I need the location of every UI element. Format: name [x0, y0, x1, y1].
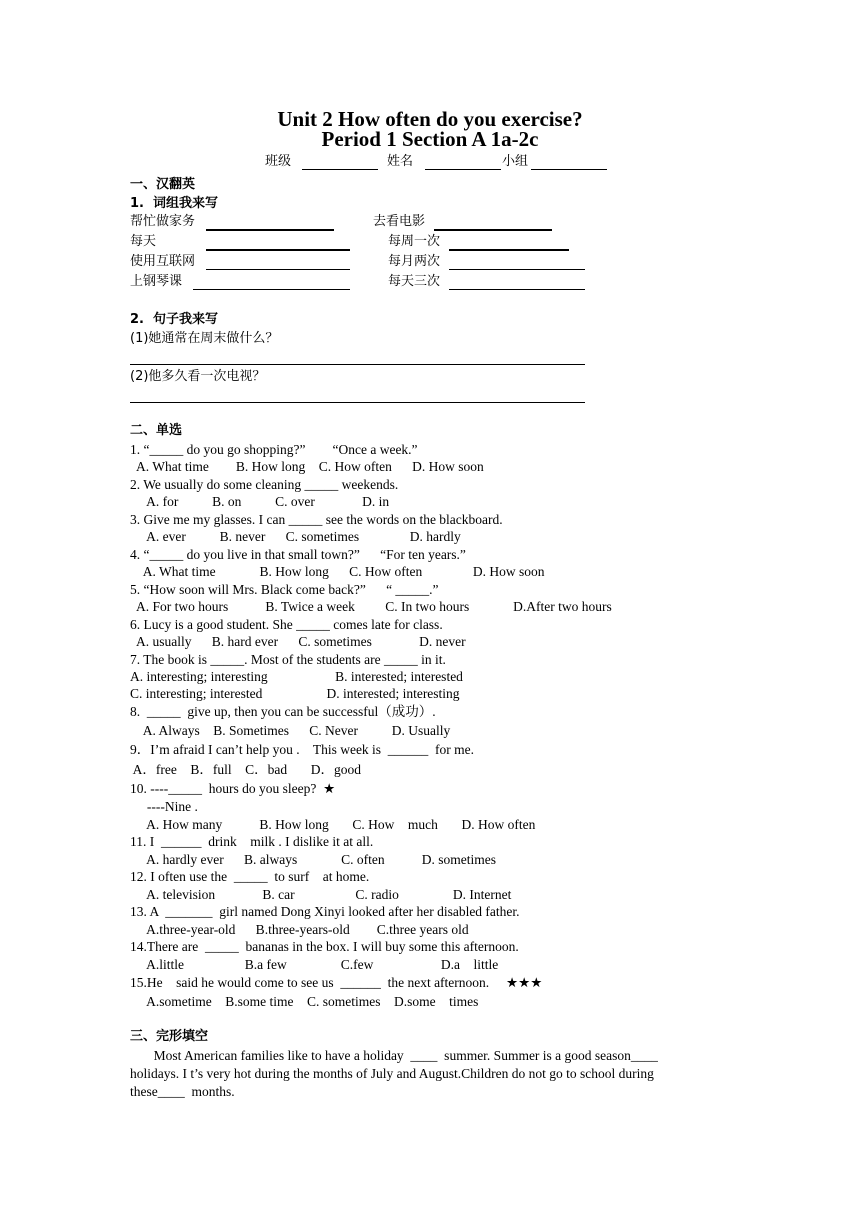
sentence-prompt: (2)他多久看一次电视？ — [130, 369, 266, 384]
name-label: 姓名 — [387, 154, 414, 169]
question-line: 6. Lucy is a good student. She _____ comes late for class. — [130, 617, 443, 632]
options-line: A.sometime B.some time C. sometimes D.some times — [130, 994, 479, 1009]
class-blank[interactable] — [302, 169, 378, 170]
part-heading-phrases: 1. 词组我来写 — [130, 196, 219, 211]
passage-line: Most American families like to have a holiday ____ summer. Summer is a good season____ — [130, 1048, 658, 1063]
question-line: 12. I often use the _____ to surf at home. — [130, 869, 370, 884]
phrase-prompt: 每天 — [130, 234, 157, 249]
question-line: 5. “How soon will Mrs. Black come back?” “ _____.” — [130, 582, 439, 597]
question-line: 7. The book is _____. Most of the students are _____ in it. — [130, 652, 446, 667]
question-line: 13. A _______ girl named Dong Xinyi looked after her disabled father. — [130, 904, 520, 919]
phrase-prompt: 每月两次 — [388, 254, 441, 269]
options-line: A. What time B. How long C. How often D. How soon — [130, 459, 484, 474]
phrase-prompt: 上钢琴课 — [130, 274, 183, 289]
phrase-prompt: 使用互联网 — [130, 254, 196, 269]
phrase-prompt: 每天三次 — [388, 274, 441, 289]
group-blank[interactable] — [531, 169, 607, 170]
options-line: A. for B. on C. over D. in — [130, 494, 390, 509]
options-line: A. For two hours B. Twice a week C. In two hours D.After two hours — [130, 599, 612, 614]
question-line: 11. I ______ drink milk . I dislike it at all. — [130, 834, 374, 849]
section-heading-translate: 一、汉翻英 — [130, 177, 196, 192]
question-line: 15.He said he would come to see us ______ the next afternoon. ★★★ — [130, 975, 543, 990]
question-line: 14.There are _____ bananas in the box. I will buy some this afternoon. — [130, 939, 519, 954]
page-title: Unit 2 How often do you exercise? — [277, 107, 583, 131]
answer-blank[interactable] — [206, 229, 334, 231]
options-line: A. How many B. How long C. How much D. How often — [130, 817, 536, 832]
answer-blank[interactable] — [434, 229, 552, 231]
phrase-prompt: 每周一次 — [388, 234, 441, 249]
options-line: A. What time B. How long C. How often D. How soon — [130, 564, 545, 579]
passage-line: holidays. I t’s very hot during the months of July and August.Children do not go to school during — [130, 1066, 654, 1081]
phrase-prompt: 去看电影 — [373, 214, 426, 229]
question-line: 4. “_____ do you live in that small town?” “For ten years.” — [130, 547, 466, 562]
question-line: 9．I’m afraid I can’t help you . This week is ______ for me. — [130, 742, 475, 757]
class-label: 班级 — [265, 154, 292, 169]
answer-blank[interactable] — [193, 289, 350, 290]
answer-line[interactable] — [130, 364, 585, 365]
answer-line-text: ----Nine . — [130, 799, 198, 814]
question-line: 3. Give me my glasses. I can _____ see the words on the blackboard. — [130, 512, 503, 527]
name-blank[interactable] — [425, 169, 501, 170]
options-line: A．free B．full C．bad D．good — [130, 762, 361, 777]
group-label: 小组 — [502, 154, 529, 169]
options-line: A. interesting; interesting B. interested; interested — [130, 669, 463, 684]
options-line: A. usually B. hard ever C. sometimes D. never — [130, 634, 466, 649]
question-line: 10. ----_____ hours do you sleep? ★ — [130, 781, 336, 796]
options-line: A. television B. car C. radio D. Internet — [130, 887, 512, 902]
section-heading-cloze: 三、完形填空 — [130, 1029, 209, 1044]
options-line: A.three-year-old B.three-years-old C.three years old — [130, 922, 469, 937]
answer-blank[interactable] — [449, 269, 585, 270]
sentence-prompt: (1)她通常在周末做什么？ — [130, 331, 279, 346]
options-line: A.little B.a few C.few D.a little — [130, 957, 499, 972]
question-line: 1. “_____ do you go shopping?” “Once a week.” — [130, 442, 418, 457]
page-subtitle: Period 1 Section A 1a-2c — [321, 127, 539, 151]
answer-line[interactable] — [130, 402, 585, 403]
answer-blank[interactable] — [449, 249, 569, 251]
options-line: A. hardly ever B. always C. often D. sometimes — [130, 852, 496, 867]
part-heading-sentences: 2. 句子我来写 — [130, 312, 219, 327]
question-line: 2. We usually do some cleaning _____ weekends. — [130, 477, 399, 492]
passage-line: these____ months. — [130, 1084, 235, 1099]
answer-blank[interactable] — [206, 249, 350, 251]
phrase-prompt: 帮忙做家务 — [130, 214, 196, 229]
answer-blank[interactable] — [449, 289, 585, 290]
options-line: A. Always B. Sometimes C. Never D. Usually — [130, 723, 451, 738]
options-line: A. ever B. never C. sometimes D. hardly — [130, 529, 461, 544]
options-line: C. interesting; interested D. interested; interesting — [130, 686, 460, 701]
section-heading-choice: 二、单选 — [130, 423, 183, 438]
question-line: 8. _____ give up, then you can be successful（成功）. — [130, 704, 436, 719]
answer-blank[interactable] — [206, 269, 350, 270]
